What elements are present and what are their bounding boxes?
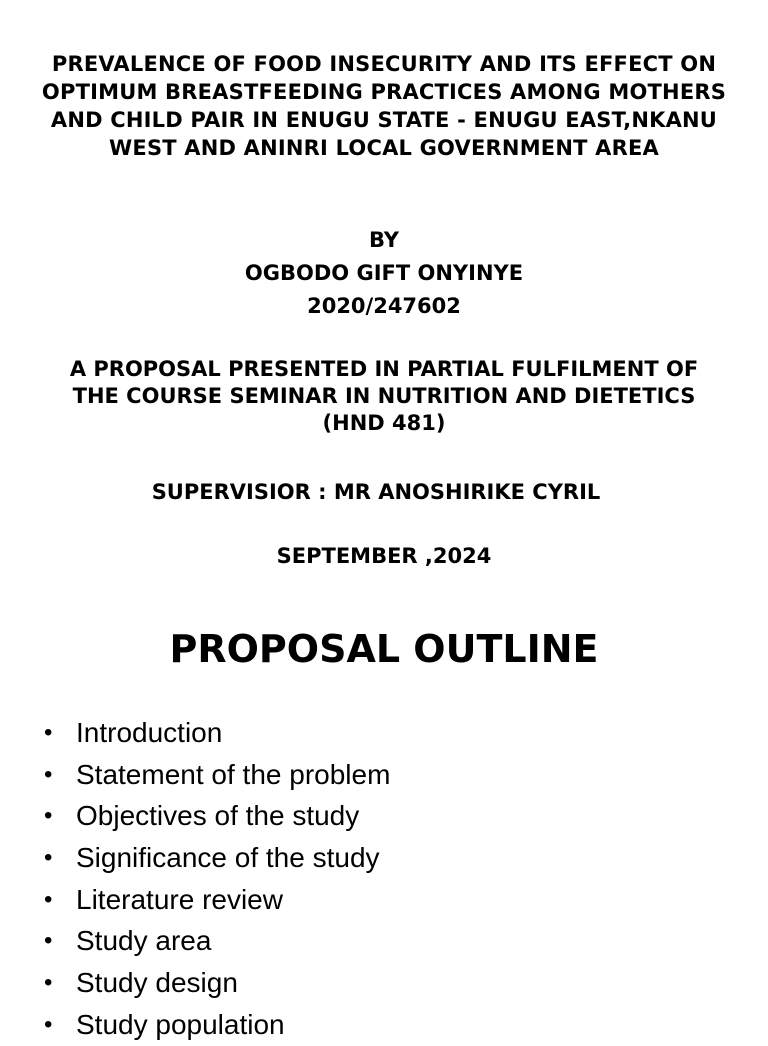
bullet-icon: • [44, 1010, 53, 1038]
outline-slide [0, 600, 768, 1040]
date-line: SEPTEMBER ,2024 [276, 544, 492, 568]
list-item-text: Objectives of the study [76, 800, 360, 832]
list-item [44, 1004, 390, 1046]
list-item-text: Literature review [76, 883, 283, 915]
by-label: BY [368, 228, 400, 252]
list-item [44, 754, 390, 796]
list-item-text: Study population [76, 1008, 285, 1040]
list-item-text: Statement of the problem [76, 758, 391, 790]
list-item [44, 920, 390, 962]
list-item-text: Study area [76, 925, 212, 957]
bullet-icon: • [44, 719, 53, 746]
outline-list [44, 712, 390, 1046]
list-item [44, 962, 390, 1004]
outline-title: PROPOSAL OUTLINE [169, 627, 599, 671]
proposal-statement: A PROPOSAL PRESENTED IN PARTIAL FULFILMENT OF THE COURSE SEMINAR IN NUTRITION AND DIETETICS (HND 481) [69, 357, 699, 435]
bullet-icon: • [44, 885, 53, 913]
bullet-icon: • [44, 802, 53, 830]
list-item-text: Study design [76, 967, 238, 999]
bullet-icon: • [44, 844, 53, 872]
bullet-icon: • [44, 927, 53, 955]
proposal-title: PREVALENCE OF FOOD INSECURITY AND ITS EFFECT ON OPTIMUM BREASTFEEDING PRACTICES AMONG MOTHERS AND CHILD PAIR IN ENUGU STATE - ENUGU EAST,NKANU WEST AND ANINRI LOCAL GOVERNMENT AREA [41, 52, 727, 160]
bullet-icon: • [44, 969, 53, 997]
supervisor-line: SUPERVISIOR : MR ANOSHIRIKE CYRIL [151, 480, 601, 504]
list-item-text: Significance of the study [76, 842, 380, 874]
list-item [44, 837, 390, 879]
list-item [44, 712, 390, 754]
list-item [44, 795, 390, 837]
bullet-icon: • [44, 760, 53, 788]
list-item-text: Introduction [76, 717, 223, 748]
author-name: OGBODO GIFT ONYINYE [244, 261, 524, 285]
registration-number: 2020/247602 [307, 294, 461, 318]
list-item [44, 879, 390, 921]
